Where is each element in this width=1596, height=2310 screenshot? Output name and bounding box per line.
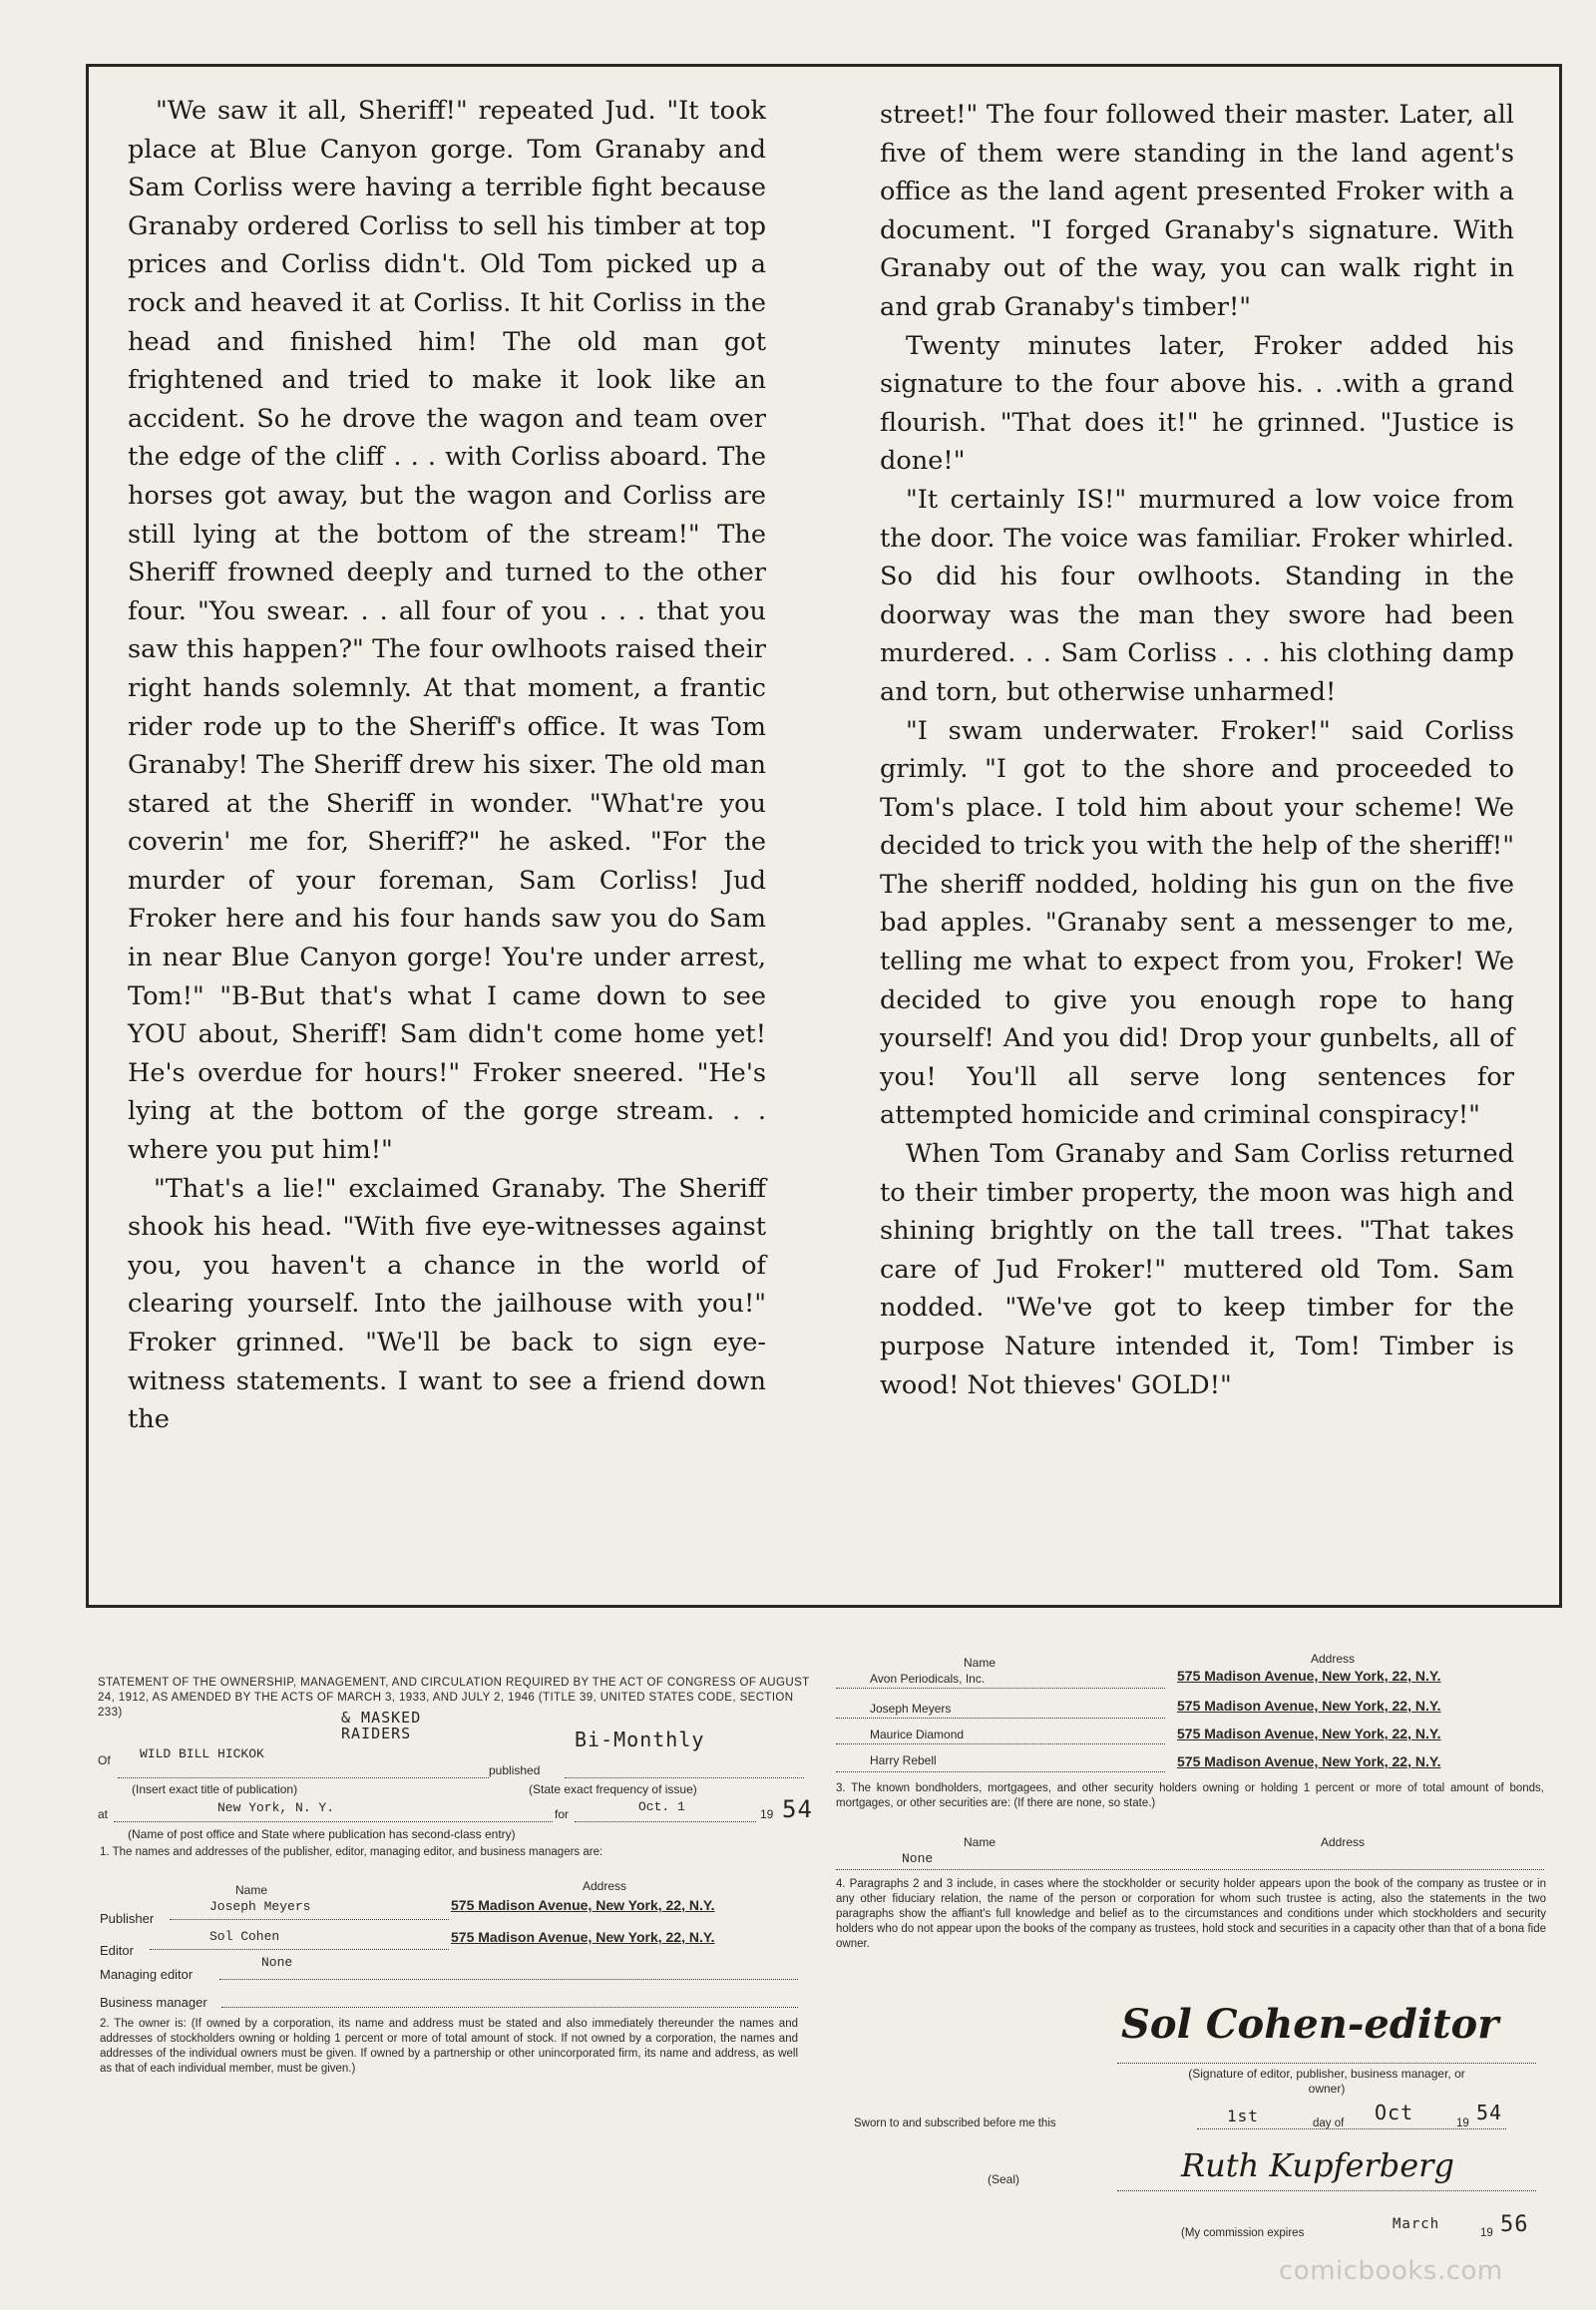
owner-line xyxy=(836,1688,1165,1689)
story-column-left xyxy=(128,92,766,1439)
owner-name: Avon Periodicals, Inc. xyxy=(870,1672,986,1686)
day-of-label: day of xyxy=(1313,2118,1345,2129)
item-3-text: 3. The known bondholders, mortgagees, and other security holders owning or holding 1 percent or more of total amount of bonds, mortgages, or other securities are: (If there are none, so state.) xyxy=(836,1782,1544,1809)
date-line xyxy=(575,1821,756,1822)
name-column-header: Name xyxy=(235,1883,268,1897)
publisher-address: 575 Madison Avenue, New York, 22, N.Y. xyxy=(451,1897,715,1913)
place-line xyxy=(114,1821,553,1822)
item-1-text: 1. The names and addresses of the publisher, editor, managing editor, and business managers are: xyxy=(100,1846,603,1858)
story-paragraph: Twenty minutes later, Froker added his signature to the four above his. . .with a grand flourish. "That does it!" he grinned. "Justice is done!" xyxy=(880,330,1514,477)
statement-header: STATEMENT OF THE OWNERSHIP, MANAGEMENT, AND CIRCULATION REQUIRED BY THE ACT OF CONGRESS OF AUGUST 24, 1912, AS AMENDED BY THE ACTS OF MARCH 3, 1933, AND JULY 2, 1946 (TITLE 39, UNITED STATES CODE, SECTION 233) xyxy=(98,1677,810,1719)
bond-name-header: Name xyxy=(964,1835,997,1849)
signature-line xyxy=(1117,2063,1536,2064)
editor-line xyxy=(150,1949,449,1950)
business-manager-label: Business manager xyxy=(100,1995,207,2010)
owners-address-header: Address xyxy=(1311,1652,1356,1666)
owner-line xyxy=(836,1743,1165,1744)
published-label: published xyxy=(489,1763,541,1777)
owner-line xyxy=(836,1771,1165,1772)
title-line xyxy=(118,1777,489,1778)
for-label: for xyxy=(555,1807,570,1821)
editor-address: 575 Madison Avenue, New York, 22, N.Y. xyxy=(451,1929,715,1945)
story-paragraph: "It certainly IS!" murmured a low voice from the door. The voice was familiar. Froker whirled. So did his four owlhoots. Standing in the doorway was the man they swore had been murdered. . . Sam Corliss . . . his clothing damp and torn, but otherwise unharmed! xyxy=(880,484,1514,707)
sworn-day: 1st xyxy=(1227,2107,1259,2125)
publisher-label: Publisher xyxy=(100,1911,155,1926)
bond-line xyxy=(836,1869,1544,1870)
owner-address: 575 Madison Avenue, New York, 22, N.Y. xyxy=(1177,1668,1441,1684)
owner-line xyxy=(836,1718,1165,1719)
handwritten-title-addition: & MASKED RAIDERS xyxy=(341,1709,422,1742)
story-paragraph: "We saw it all, Sheriff!" repeated Jud. "It took place at Blue Canyon gorge. Tom Granaby and Sam Corliss were having a terrible fight because Granaby ordered Corliss to sell his timber at top prices and Corliss didn't. Old Tom picked up a rock and heaved it at Corliss. It hit Corliss in the head and finished him! The old man got frightened and tried to make it look like an accident. So he drove the wagon and team over the edge of the cliff . . . with Corliss aboard. The horses got away, but the wagon and Corliss are still lying at the bottom of the stream!" The Sheriff frowned deeply and turned to the other four. "You swear. . . all four of you . . . that you saw this happen?" The four owlhoots raised their right hands solemnly. At that moment, a frantic rider rode up to the Sheriff's office. It was Tom Granaby! The Sheriff drew his sixer. The old man stared at the Sheriff in wonder. "What're you coverin' me for, Sheriff?" he asked. "For the murder of your foreman, Sam Corliss! Jud Froker here and his four hands saw you do Sam in near Blue Canyon gorge! You're under arrest, Tom!" "B-But that's what I came down to see YOU about, Sheriff! Sam didn't come home yet! He's overdue for hours!" Froker sneered. "He's lying at the bottom of the gorge stream. . . where you put him!" xyxy=(128,96,766,1166)
publication-title: WILD BILL HICKOK xyxy=(140,1746,264,1761)
commission-year-prefix: 19 xyxy=(1480,2227,1493,2239)
editor-label: Editor xyxy=(100,1943,134,1958)
post-office-caption: (Name of post office and State where publication has second-class entry) xyxy=(128,1827,516,1841)
sworn-year-prefix: 19 xyxy=(1456,2118,1469,2129)
story-column-right xyxy=(880,96,1514,1404)
owners-name-header: Name xyxy=(964,1656,997,1670)
sworn-line xyxy=(1197,2128,1506,2129)
owner-address: 575 Madison Avenue, New York, 22, N.Y. xyxy=(1177,1698,1441,1714)
publisher-name: Joseph Meyers xyxy=(209,1899,311,1914)
item-2-text: 2. The owner is: (If owned by a corporation, its name and address must be stated and also immediately thereunder the names and addresses of stockholders owning or holding 1 percent or more of total amount of stock. If not owned by a corporation, the names and addresses of the individual owners must be given. If owned by a partnership or other unincorporated firm, its name and address, as well as that of each individual member, must be given.) xyxy=(100,2018,798,2075)
owner-name: Joseph Meyers xyxy=(870,1702,952,1716)
owner-name: Harry Rebell xyxy=(870,1753,937,1767)
commission-text: (My commission expires xyxy=(1181,2227,1305,2239)
year-prefix: 19 xyxy=(760,1807,774,1821)
editor-name: Sol Cohen xyxy=(209,1929,280,1944)
notary-line xyxy=(1117,2190,1536,2191)
commission-month: March xyxy=(1393,2216,1440,2232)
sworn-text: Sworn to and subscribed before me this xyxy=(854,2118,1056,2129)
managing-editor-name: None xyxy=(261,1955,293,1970)
commission-year: 56 xyxy=(1500,2212,1529,2237)
story-paragraph: street!" The four followed their master. Later, all five of them were standing in the land agent's office as the land agent presented Froker with a document. "I forged Granaby's signature. With Granaby out of the way, you can walk right in and grab Granaby's timber!" xyxy=(880,100,1514,322)
seal-label: (Seal) xyxy=(988,2172,1020,2186)
owner-name: Maurice Diamond xyxy=(870,1728,965,1741)
notary-signature: Ruth Kupferberg xyxy=(1181,2146,1454,2184)
story-paragraph: "That's a lie!" exclaimed Granaby. The Sheriff shook his head. "With five eye-witnesses against you, you haven't a chance in the world of clearing yourself. Into the jailhouse with you!" Froker grinned. "We'll be back to sign eye-witness statements. I want to see a friend down the xyxy=(128,1173,766,1435)
at-label: at xyxy=(98,1807,109,1821)
publication-place: New York, N. Y. xyxy=(217,1800,335,1815)
publisher-line xyxy=(170,1919,449,1920)
managing-editor-label: Managing editor xyxy=(100,1967,194,1982)
publication-date: Oct. 1 xyxy=(638,1799,685,1814)
owner-address: 575 Madison Avenue, New York, 22, N.Y. xyxy=(1177,1726,1441,1741)
handwritten-year: 54 xyxy=(782,1795,813,1823)
story-paragraph: When Tom Granaby and Sam Corliss returned to their timber property, the moon was high and shining brightly on the tall trees. "That takes care of Jud Froker!" muttered old Tom. Sam nodded. "We've got to keep timber for the purpose Nature intended it, Tom! Timber is wood! Not thieves' GOLD!" xyxy=(880,1139,1514,1400)
sworn-year: 54 xyxy=(1476,2101,1503,2124)
handwritten-frequency: Bi-Monthly xyxy=(575,1728,705,1751)
site-watermark: comicbooks.com xyxy=(1279,2256,1503,2286)
frequency-caption: (State exact frequency of issue) xyxy=(529,1782,697,1796)
item-4-text: 4. Paragraphs 2 and 3 include, in cases where the stockholder or security holder appears upon the book of the company as trustee or in any other fiduciary relation, the name of the person or corporation for whom such trustee is acting, also the statements in the two paragraphs show the affiant's full knowledge and belief as to the circumstances and conditions under which stockholders and security holders who do not appear upon the books of the company as trustees, hold stock and securities in a capacity other than that of a bona fide owner. xyxy=(836,1878,1546,1950)
frequency-line xyxy=(565,1777,804,1778)
bond-none: None xyxy=(902,1851,934,1866)
business-line xyxy=(221,2007,798,2008)
managing-line xyxy=(219,1979,798,1980)
of-label: Of xyxy=(98,1753,111,1767)
editor-signature: Sol Cohen-editor xyxy=(1121,2001,1499,2048)
story-paragraph: "I swam underwater. Froker!" said Corliss grimly. "I got to the shore and proceeded to Tom's place. I told him about your scheme! We decided to trick you with the help of the sheriff!" The sheriff nodded, holding his gun on the five bad apples. "Granaby sent a messenger to me, telling me what to expect from you, Froker! We decided to give you enough rope to hang yourself! And you did! Drop your gunbelts, all of you! You'll all serve long sentences for attempted homicide and criminal conspiracy!" xyxy=(880,715,1514,1131)
address-column-header: Address xyxy=(583,1879,627,1893)
signature-caption: (Signature of editor, publisher, business manager, or owner) xyxy=(1188,2067,1465,2096)
sworn-month: Oct xyxy=(1375,2101,1414,2124)
owner-address: 575 Madison Avenue, New York, 22, N.Y. xyxy=(1177,1753,1441,1769)
title-caption: (Insert exact title of publication) xyxy=(132,1782,298,1796)
bond-address-header: Address xyxy=(1321,1835,1366,1849)
